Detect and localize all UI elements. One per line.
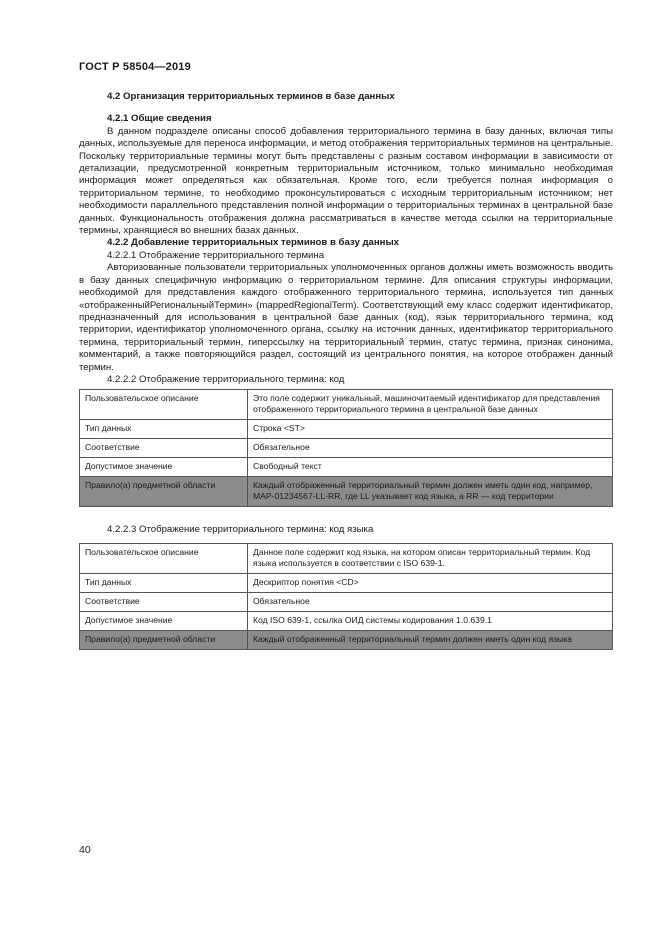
table-key-cell: Допустимое значение — [80, 611, 248, 630]
clause-title-code: 4.2.2.2 Отображение территориального термина: код — [107, 373, 345, 385]
table-row — [80, 458, 613, 477]
code-table — [79, 389, 613, 507]
table-value-cell: Это поле содержит уникальный, машиночитаемый идентификатор для представления отображенного территориального термина в центральной базе данных — [248, 390, 613, 420]
table-value-cell: Дескриптор понятия <CD> — [248, 573, 613, 592]
table-key-cell: Пользовательское описание — [80, 543, 248, 573]
table-value-cell: Данное поле содержит код языка, на котором описан территориальный термин. Код языка используется в соответствии с ISO 639-1. — [248, 543, 613, 573]
table-key-cell: Допустимое значение — [80, 458, 248, 477]
subsection-heading-general: 4.2.1 Общие сведения — [107, 113, 212, 125]
table-row — [80, 420, 613, 439]
table-key-cell: Соответствие — [80, 439, 248, 458]
table-row — [80, 592, 613, 611]
table-value-cell: Обязательное — [248, 592, 613, 611]
table-row-rule — [80, 477, 613, 507]
table-key-cell: Правило(а) предметной области — [80, 630, 248, 649]
table-row — [80, 439, 613, 458]
table-row — [80, 390, 613, 420]
table-value-cell: Строка <ST> — [248, 420, 613, 439]
table-key-cell: Тип данных — [80, 420, 248, 439]
table-value-cell: Обязательное — [248, 439, 613, 458]
language-code-table — [79, 543, 613, 650]
clause-title-mapping: 4.2.2.1 Отображение территориального термина — [107, 249, 325, 261]
page-body — [79, 91, 613, 650]
table-key-cell: Пользовательское описание — [80, 390, 248, 420]
page-number: 40 — [79, 844, 91, 856]
table-key-cell: Тип данных — [80, 573, 248, 592]
table-value-cell: Каждый отображенный территориальный термин должен иметь один код языка — [248, 630, 613, 649]
subsection-heading-adding: 4.2.2 Добавление территориальных терминов в базу данных — [107, 237, 400, 249]
general-paragraph: В данном подразделе описаны способ добавления территориального термина в базу данных, включая типы данных, используемые для переноса информации, и метод отображения территориальных терминов на центральные. Поскольку территориальные термины могут быть представлены с разным составом информации в зависимости от детализации, предусмотренной конкретным территориальным источником, только минимально необходимая информация может определяться как обязательная. Кроме того, если требуется полная информация о территориальном термине, то необходимо проконсультироваться с исходным территориальным источником; нет необходимости параллельного представления полной информации о территориальных терминах в центральной базе данных. Функциональность отображения должна рассматриваться в качестве метода ссылки на территориальные термины, хранящиеся во внешних базах данных. — [79, 125, 613, 237]
table-value-cell: Свободный текст — [248, 458, 613, 477]
table-value-cell: Код ISO 639-1, ссылка ОИД системы кодирования 1.0.639.1 — [248, 611, 613, 630]
document-header: ГОСТ Р 58504—2019 — [79, 61, 191, 73]
table-row — [80, 611, 613, 630]
table-value-cell: Каждый отображенный территориальный термин должен иметь один код, например, MAP-01234567-LL-RR, где LL указывает код языка, а RR — код территории — [248, 477, 613, 507]
mapping-paragraph: Авторизованные пользователи территориальных уполномоченных органов должны иметь возможность вводить в базу данных специфичную информацию о территориальном термине. Для описания структуры информации, необходимой для представления каждого отображенного территориального термина, используется тип данных «отображенныйРегиональныйТермин» (mappedRegionalTerm). Соответствующий ему класс содержит идентификатор, предназначенный для использования в центральной базе данных (код), язык территориального термина, код территории, идентификатор уполномоченного органа, ссылку на источник данных, идентификатор территориального термина, территориальный термин, гиперссылку на территориальный термин, статус термина, признак синонима, комментарий, а также повторяющийся раздел, состоящий из центрального понятия, на которое отображен данный термин. — [79, 262, 613, 373]
clause-title-language-code: 4.2.2.3 Отображение территориального термина: код языка — [107, 524, 374, 536]
table-row — [80, 573, 613, 592]
table-key-cell: Соответствие — [80, 592, 248, 611]
table-row — [80, 543, 613, 573]
table-key-cell: Правило(а) предметной области — [80, 477, 248, 507]
section-heading: 4.2 Организация территориальных терминов в базе данных — [107, 91, 395, 102]
table-row-rule — [80, 630, 613, 649]
